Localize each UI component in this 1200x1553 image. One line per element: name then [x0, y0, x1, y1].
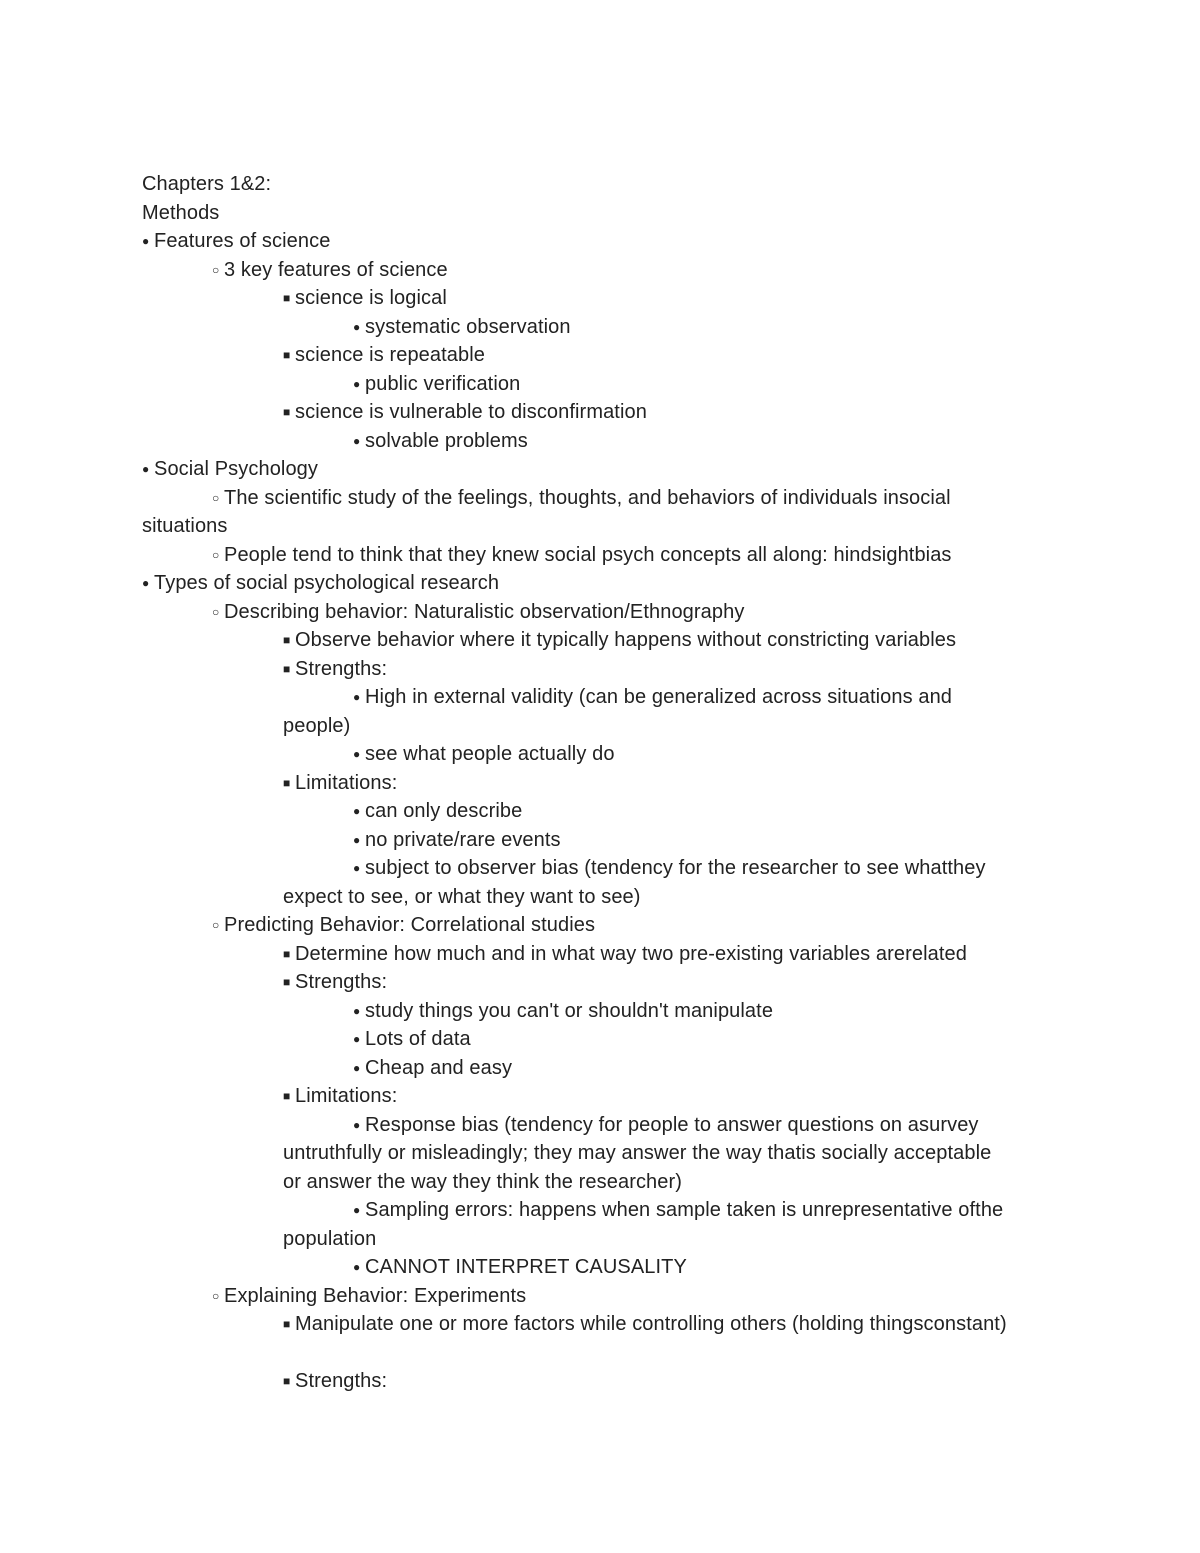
list-item: ● Cheap and easy: [142, 1054, 1082, 1083]
list-item: ○ 3 key features of science: [142, 256, 1082, 285]
square-bullet-icon: ■: [283, 1089, 291, 1103]
bullet-icon: ●: [142, 234, 150, 248]
list-item: ■ Observe behavior where it typically happens without constricting variables: [142, 626, 1082, 655]
bullet-icon: ●: [353, 1260, 361, 1274]
circle-bullet-icon: ○: [212, 918, 220, 932]
bullet-icon: ●: [353, 1117, 361, 1132]
list-item: ● Features of science: [142, 227, 1082, 256]
bullet-icon: ●: [353, 319, 361, 334]
list-item: ● systematic observation: [142, 313, 1082, 342]
list-item: ● CANNOT INTERPRET CAUSALITY: [142, 1253, 1082, 1282]
list-item: ■ Determine how much and in what way two pre-existing variables arerelated: [142, 940, 1082, 969]
list-item: ■ science is vulnerable to disconfirmation: [142, 398, 1082, 427]
bullet-icon: ●: [353, 433, 361, 448]
circle-bullet-icon: ○: [212, 490, 220, 505]
bullet-icon: ●: [353, 804, 361, 818]
list-item: ● no private/rare events: [142, 826, 1082, 855]
square-bullet-icon: ■: [283, 975, 291, 989]
continuation-line: expect to see, or what they want to see): [283, 885, 641, 908]
list-item: ■ Strengths:: [142, 1367, 1082, 1396]
square-bullet-icon: ■: [283, 946, 291, 961]
circle-bullet-icon: ○: [212, 547, 220, 562]
square-bullet-icon: ■: [283, 775, 291, 790]
list-item: ■ Limitations:: [142, 1082, 1082, 1111]
list-item: ■ Manipulate one or more factors while controlling others (holding thingsconstant): [142, 1310, 1082, 1339]
list-item: ■ science is logical: [142, 284, 1082, 313]
section-heading: Methods: [142, 201, 220, 224]
list-item: ○ Predicting Behavior: Correlational studies: [142, 911, 1082, 940]
list-item: ○ Describing behavior: Naturalistic observation/Ethnography: [142, 598, 1082, 627]
continuation-line: or answer the way they think the researcher): [283, 1170, 683, 1193]
list-item: ○ The scientific study of the feelings, thoughts, and behaviors of individuals insocial: [142, 484, 1082, 513]
bullet-icon: ●: [353, 861, 361, 875]
bullet-icon: ●: [353, 376, 361, 391]
list-item: ■ Strengths:: [142, 655, 1082, 684]
square-bullet-icon: ■: [283, 291, 291, 305]
continuation-line: situations: [142, 515, 228, 537]
list-item: ● High in external validity (can be generalized across situations and: [142, 683, 1082, 712]
square-bullet-icon: ■: [283, 661, 291, 676]
list-item: ○ People tend to think that they knew social psych concepts all along: hindsightbias: [142, 541, 1082, 570]
bullet-icon: ●: [353, 747, 361, 761]
square-bullet-icon: ■: [283, 1317, 291, 1331]
bullet-icon: ●: [353, 1060, 361, 1075]
circle-bullet-icon: ○: [212, 262, 220, 277]
list-item: ● public verification: [142, 370, 1082, 399]
list-item: ● Social Psychology: [142, 455, 1082, 484]
bullet-icon: ●: [142, 462, 150, 476]
circle-bullet-icon: ○: [212, 1288, 220, 1303]
continuation-line: population: [283, 1227, 377, 1250]
document-body: [142, 170, 1082, 1396]
continuation-line: untruthfully or misleadingly; they may answer the way thatis socially acceptable: [283, 1142, 992, 1164]
list-item: ● Response bias (tendency for people to answer questions on asurvey: [142, 1111, 1082, 1140]
bullet-icon: ●: [353, 1203, 361, 1217]
chapter-heading: Chapters 1&2:: [142, 173, 272, 195]
square-bullet-icon: ■: [283, 1374, 291, 1388]
list-item: ● Lots of data: [142, 1025, 1082, 1054]
bullet-icon: ●: [353, 690, 361, 704]
list-item: ● study things you can't or shouldn't manipulate: [142, 997, 1082, 1026]
list-item: ● Types of social psychological research: [142, 569, 1082, 598]
circle-bullet-icon: ○: [212, 604, 220, 619]
list-item: ● subject to observer bias (tendency for the researcher to see whatthey: [142, 854, 1082, 883]
square-bullet-icon: ■: [283, 348, 291, 362]
list-item: ● can only describe: [142, 797, 1082, 826]
continuation-line: people): [283, 714, 351, 737]
bullet-icon: ●: [142, 576, 150, 590]
bullet-icon: ●: [353, 1003, 361, 1018]
list-item: ■ Limitations:: [142, 769, 1082, 798]
list-item: ■ Strengths:: [142, 968, 1082, 997]
list-item: ○ Explaining Behavior: Experiments: [142, 1282, 1082, 1311]
list-item: ● see what people actually do: [142, 740, 1082, 769]
list-item: ■ science is repeatable: [142, 341, 1082, 370]
square-bullet-icon: ■: [283, 633, 291, 647]
bullet-icon: ●: [353, 1032, 361, 1046]
blank-line: [142, 1339, 1082, 1368]
bullet-icon: ●: [353, 832, 361, 847]
square-bullet-icon: ■: [283, 405, 291, 419]
list-item: ● Sampling errors: happens when sample taken is unrepresentative ofthe: [142, 1196, 1082, 1225]
list-item: ● solvable problems: [142, 427, 1082, 456]
